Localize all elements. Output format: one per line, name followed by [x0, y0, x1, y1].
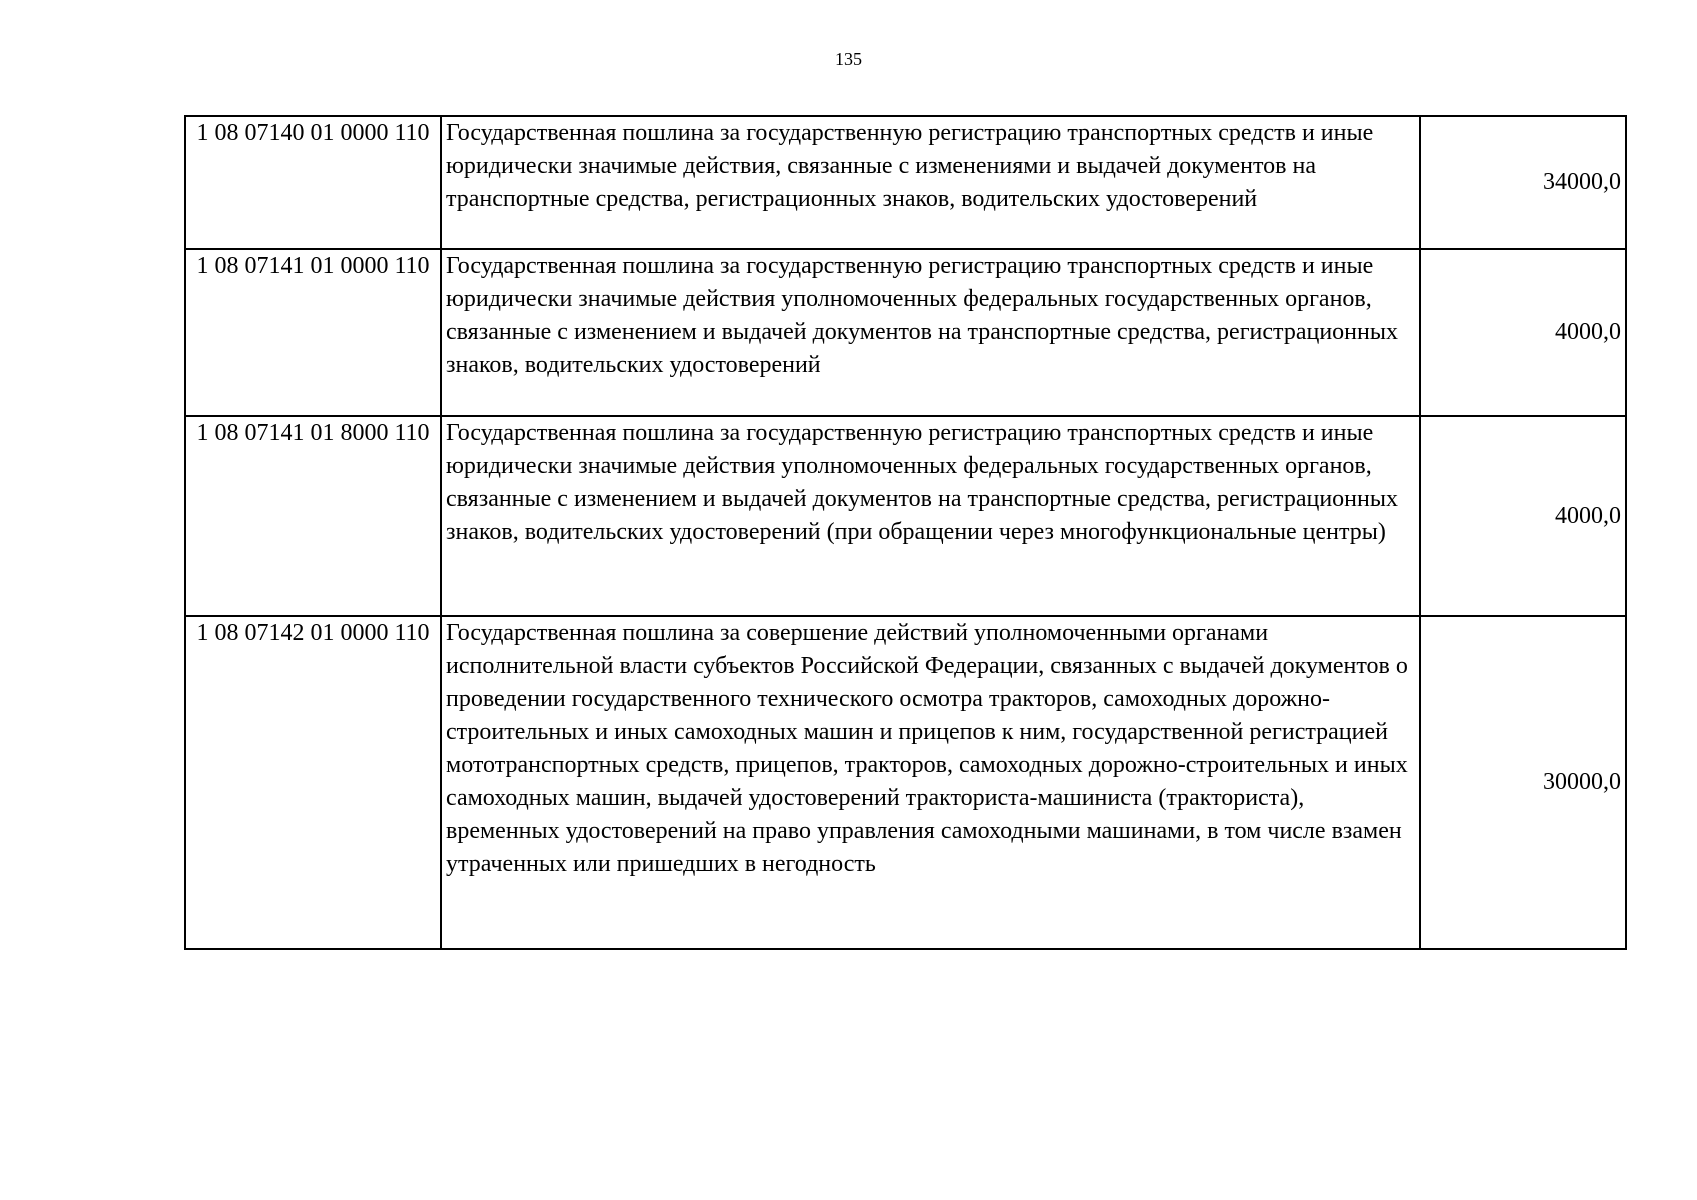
- amount-cell: 4000,0: [1420, 416, 1626, 616]
- amount-cell: 30000,0: [1420, 616, 1626, 949]
- budget-code-cell: 1 08 07141 01 0000 110: [185, 249, 441, 416]
- amount-cell: 4000,0: [1420, 249, 1626, 416]
- revenue-name-cell: Государственная пошлина за государственную регистрацию транспортных средств и иные юридически значимые действия уполномоченных федеральных государственных органов, связанные с изменением и выдачей документов на транспортные средства, регистрационных знаков, водительских удостоверений (при обращении через многофункциональные центры): [441, 416, 1420, 616]
- budget-code-cell: 1 08 07140 01 0000 110: [185, 116, 441, 249]
- table-row: [185, 116, 1626, 249]
- table-row: [185, 616, 1626, 949]
- amount-cell: 34000,0: [1420, 116, 1626, 249]
- page-number: 135: [835, 49, 862, 69]
- budget-code-cell: 1 08 07141 01 8000 110: [185, 416, 441, 616]
- revenue-name-cell: Государственная пошлина за государственную регистрацию транспортных средств и иные юридически значимые действия уполномоченных федеральных государственных органов, связанные с изменением и выдачей документов на транспортные средства, регистрационных знаков, водительских удостоверений: [441, 249, 1420, 416]
- revenue-table: [184, 115, 1627, 950]
- table-row: [185, 416, 1626, 616]
- table-row: [185, 249, 1626, 416]
- revenue-name-cell: Государственная пошлина за совершение действий уполномоченными органами исполнительной власти субъектов Российской Федерации, связанных с выдачей документов о проведении государственного технического осмотра тракторов, самоходных дорожно-строительных и иных самоходных машин и прицепов к ним, государственной регистрацией мототранспортных средств, прицепов, тракторов, самоходных дорожно-строительных и иных самоходных машин, выдачей удостоверений тракториста-машиниста (тракториста), временных удостоверений на право управления самоходными машинами, в том числе взамен утраченных или пришедших в негодность: [441, 616, 1420, 949]
- revenue-name-cell: Государственная пошлина за государственную регистрацию транспортных средств и иные юридически значимые действия, связанные с изменениями и выдачей документов на транспортные средства, регистрационных знаков, водительских удостоверений: [441, 116, 1420, 249]
- budget-code-cell: 1 08 07142 01 0000 110: [185, 616, 441, 949]
